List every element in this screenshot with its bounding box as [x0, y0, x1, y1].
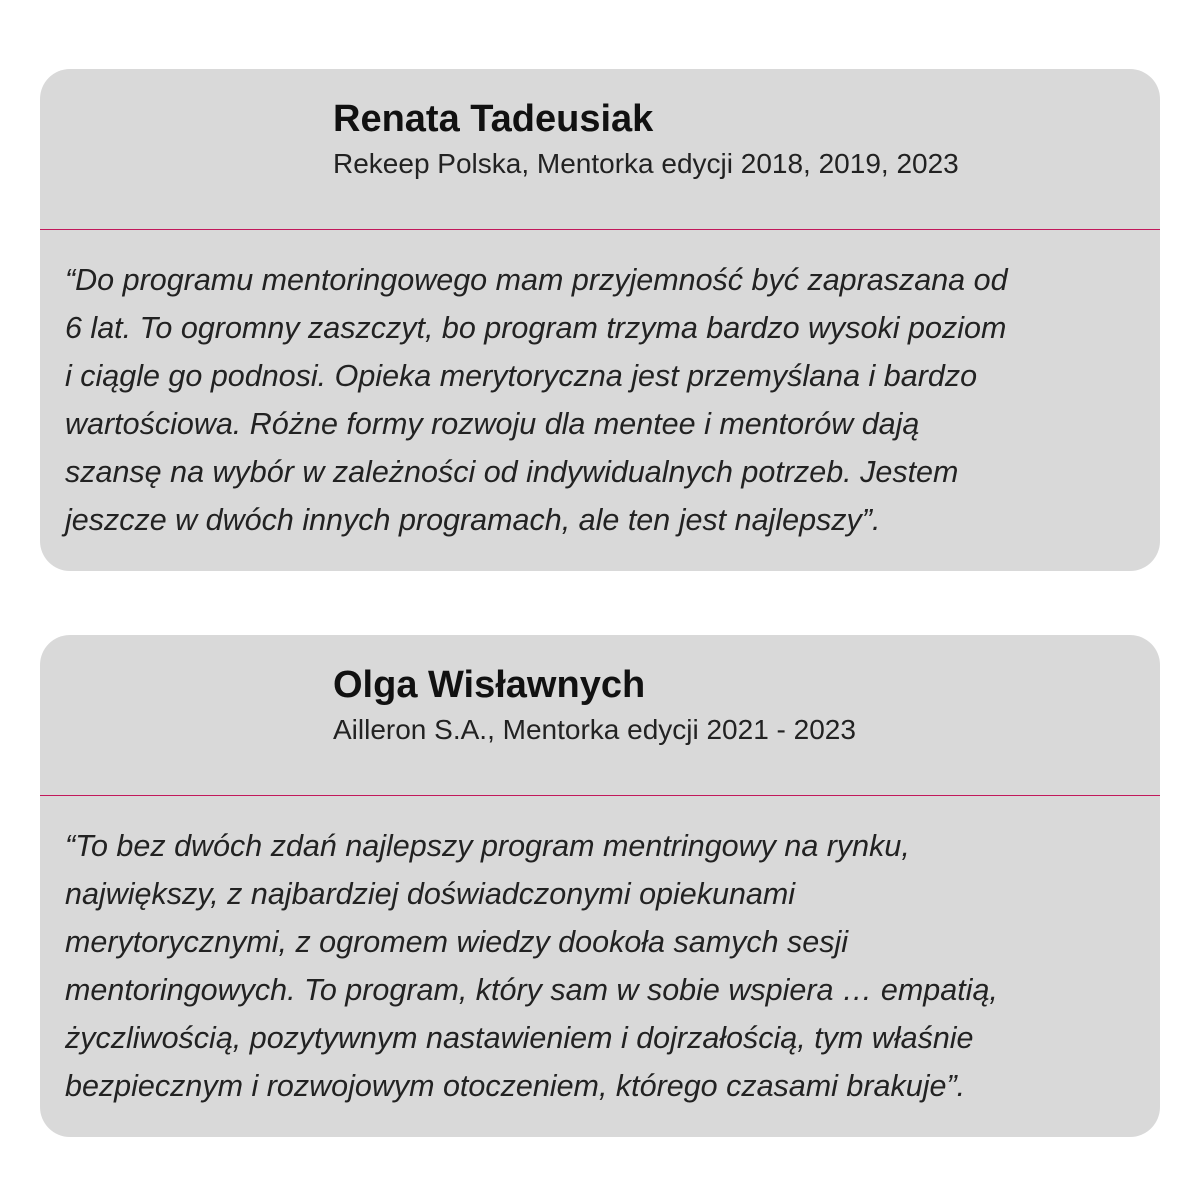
quote-line: 6 lat. To ogromny zaszczyt, bo program trzyma bardzo wysoki poziom: [65, 311, 1007, 345]
quote-line: szansę na wybór w zależności od indywidualnych potrzeb. Jestem: [65, 455, 959, 489]
testimonial-author-name: Renata Tadeusiak: [333, 98, 654, 140]
quote-line: wartościowa. Różne formy rozwoju dla mentee i mentorów dają: [65, 407, 920, 441]
quote-line: bezpiecznym i rozwojowym otoczeniem, którego czasami brakuje”.: [65, 1069, 966, 1103]
quote-line: merytorycznymi, z ogromem wiedzy dookoła samych sesji: [65, 925, 849, 959]
testimonial-quote: [65, 822, 1145, 1110]
divider: [40, 229, 1160, 230]
testimonial-card: [40, 635, 1160, 1137]
quote-line: jeszcze w dwóch innych programach, ale ten jest najlepszy”.: [65, 503, 881, 537]
divider: [40, 795, 1160, 796]
quote-line: “Do programu mentoringowego mam przyjemność być zapraszana od: [65, 263, 1008, 297]
testimonial-card: [40, 69, 1160, 571]
quote-line: i ciągle go podnosi. Opieka merytoryczna jest przemyślana i bardzo: [65, 359, 978, 393]
testimonial-author-role: Ailleron S.A., Mentorka edycji 2021 - 2023: [333, 714, 856, 745]
quote-line: największy, z najbardziej doświadczonymi opiekunami: [65, 877, 796, 911]
quote-line: życzliwością, pozytywnym nastawieniem i dojrzałością, tym właśnie: [65, 1021, 974, 1055]
testimonial-author-name: Olga Wisławnych: [333, 664, 646, 706]
quote-line: mentoringowych. To program, który sam w sobie wspiera … empatią,: [65, 973, 998, 1007]
testimonial-author-role: Rekeep Polska, Mentorka edycji 2018, 2019, 2023: [333, 148, 959, 179]
testimonial-quote: [65, 256, 1145, 544]
quote-line: “To bez dwóch zdań najlepszy program mentringowy na rynku,: [65, 829, 910, 863]
